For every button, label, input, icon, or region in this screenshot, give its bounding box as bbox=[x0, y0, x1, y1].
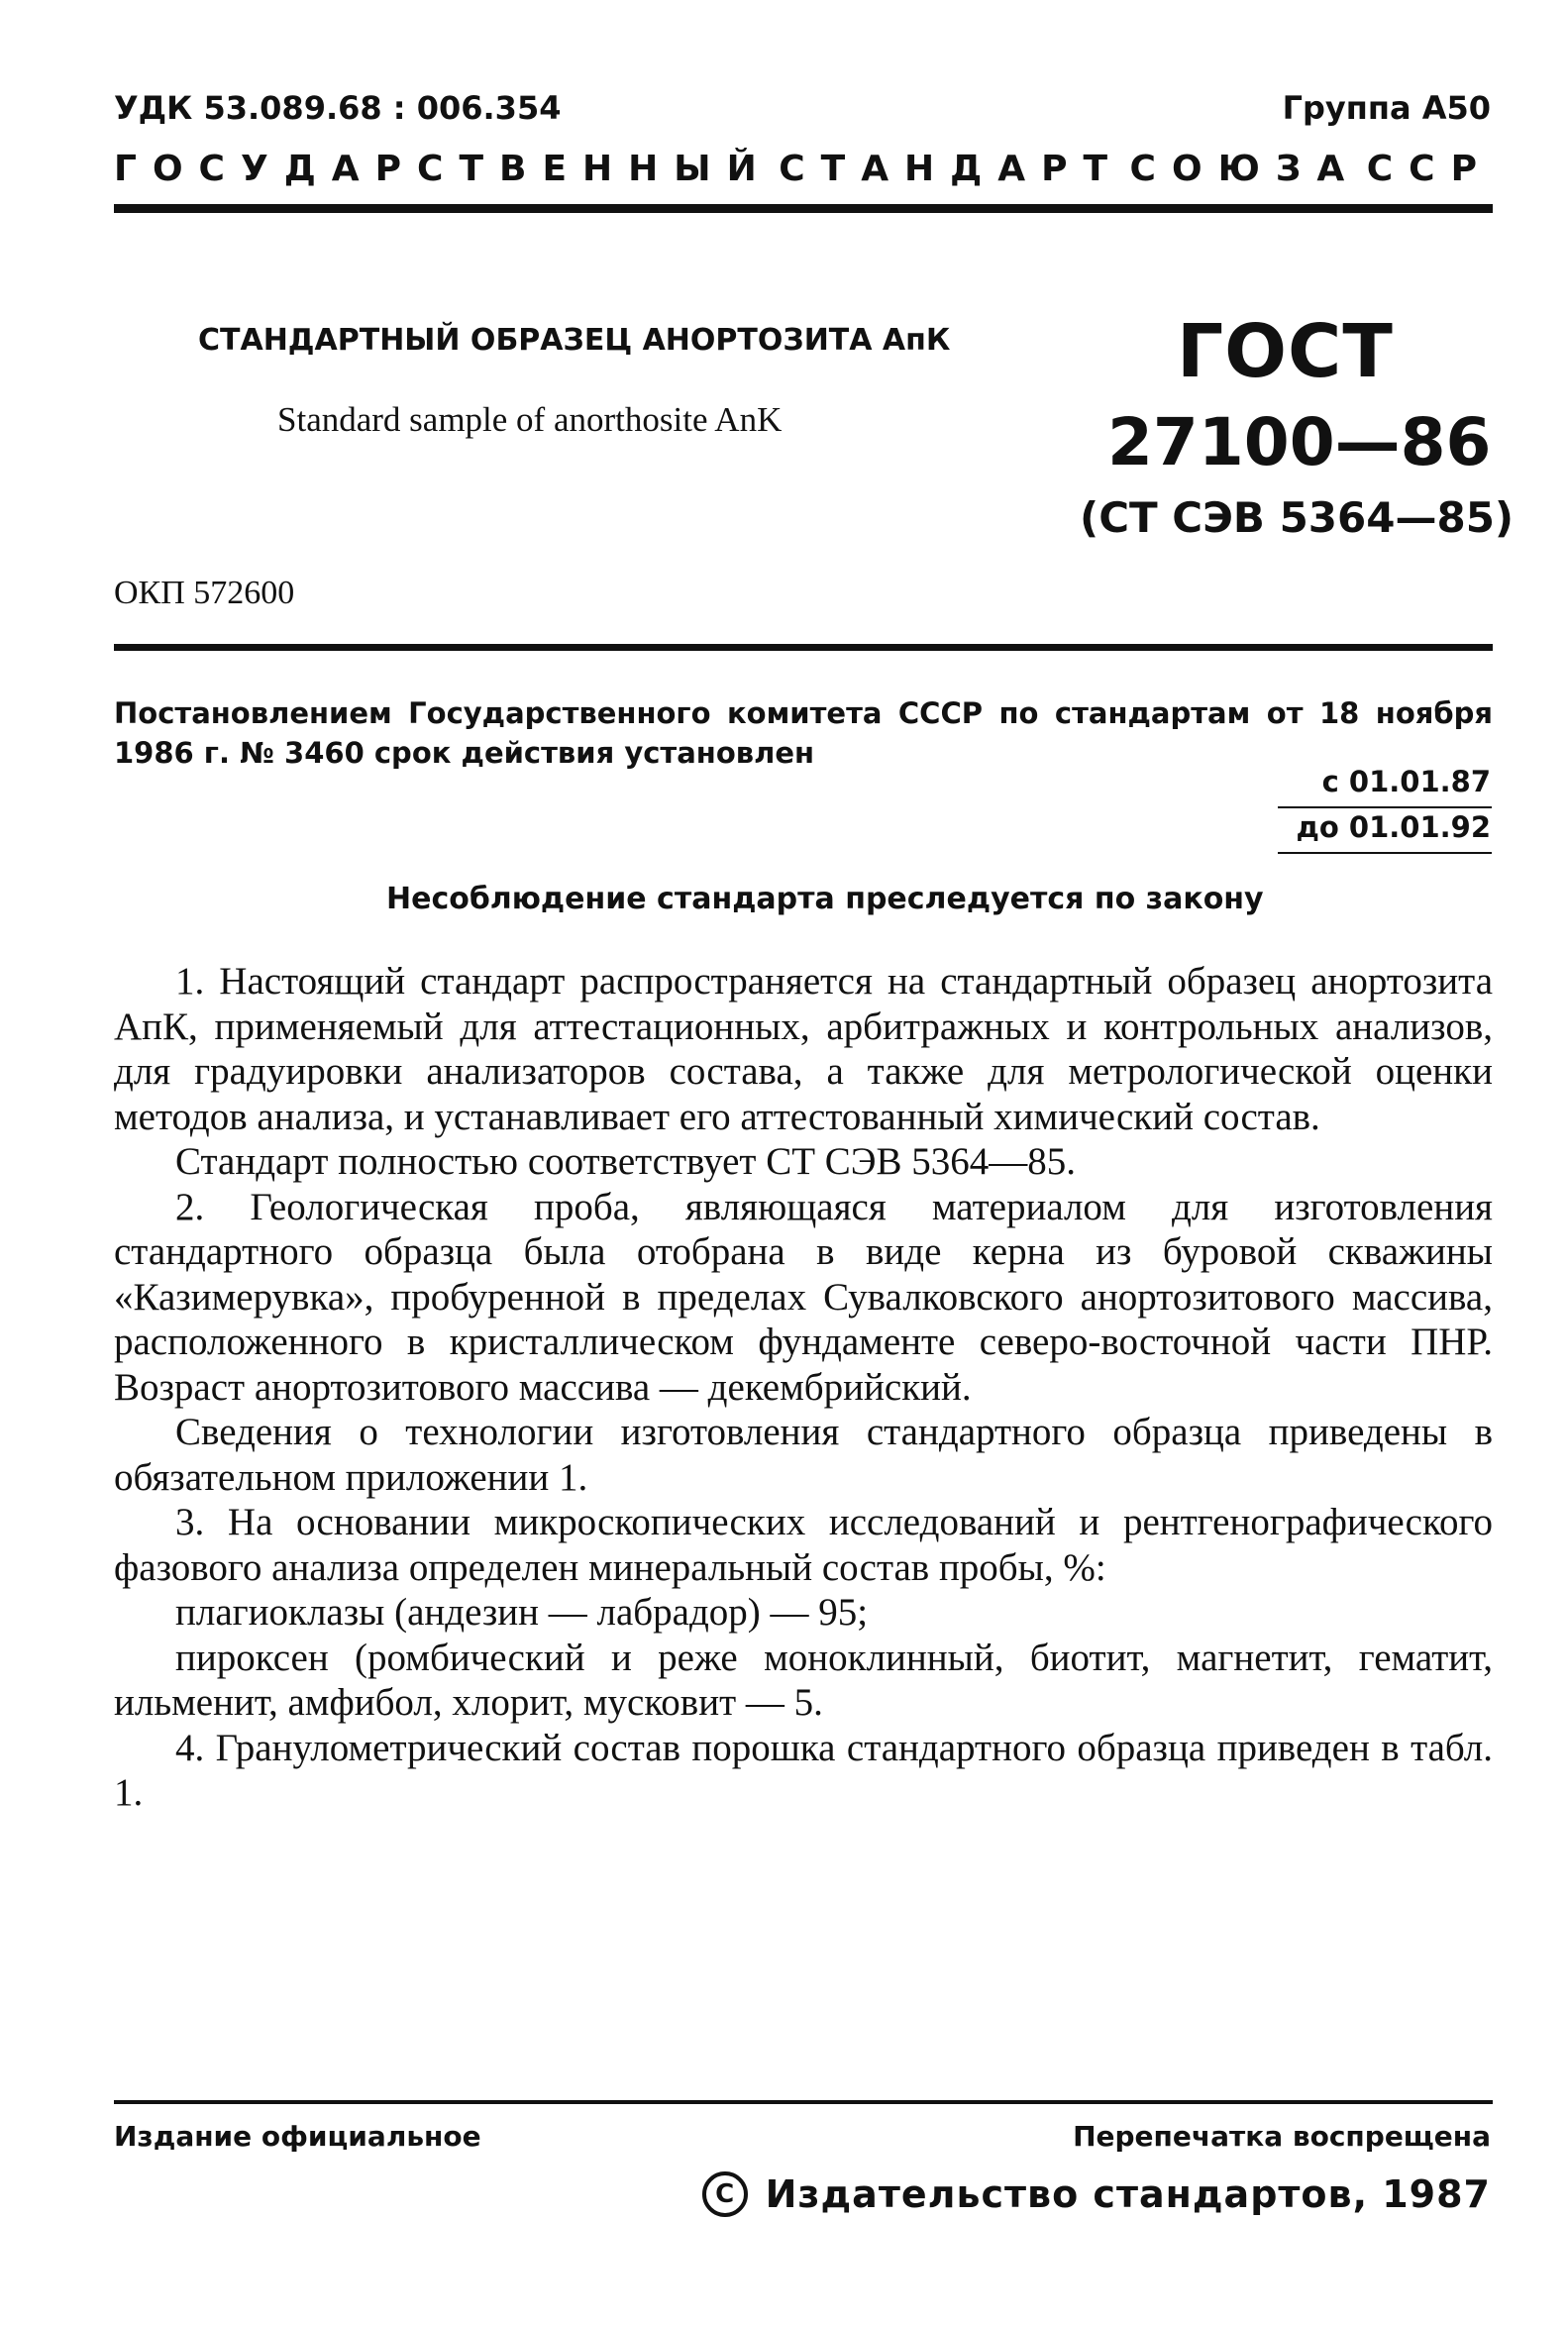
footer-rule bbox=[114, 2100, 1493, 2104]
paragraph: Стандарт полностью соответствует СТ СЭВ 5364—85. bbox=[175, 1140, 1077, 1183]
penalty-notice: Несоблюдение стандарта преследуется по закону bbox=[386, 882, 1264, 916]
banner-word: ГОСУДАРСТВЕННЫЙ bbox=[114, 149, 773, 189]
edition-label: Издание официальное bbox=[114, 2120, 481, 2153]
validity-rule bbox=[1278, 852, 1492, 854]
title-russian: СТАНДАРТНЫЙ ОБРАЗЕЦ АНОРТОЗИТА АпК bbox=[198, 323, 951, 358]
udk-code: УДК 53.089.68 : 006.354 bbox=[114, 89, 562, 127]
copyright-icon: C bbox=[702, 2171, 748, 2217]
gost-number: 27100—86 bbox=[1107, 404, 1492, 480]
okp-code: ОКП 572600 bbox=[114, 575, 295, 611]
paragraph: пироксен (ромбический и реже моноклинный, биотит, магнетит, гематит, ильменит, амфибол, хлорит, мусковит — 5. bbox=[114, 1636, 1493, 1724]
banner-word: СОЮЗА bbox=[1129, 149, 1361, 189]
paragraph: Сведения о технологии изготовления стандартного образца приведены в обязательном приложении 1. bbox=[114, 1411, 1493, 1499]
paragraph: 4. Гранулометрический состав порошка стандартного образца приведен в табл. 1. bbox=[114, 1726, 1493, 1814]
decree-text: Постановлением Государственного комитета СССР по стандартам от 18 ноября 1986 г. № 3460 срок действия установлен bbox=[114, 696, 1493, 770]
st-sev-reference: (СТ СЭВ 5364—85) bbox=[1080, 493, 1515, 542]
publisher-line bbox=[702, 2171, 1491, 2217]
valid-to: до 01.01.92 bbox=[1296, 810, 1491, 844]
reprint-notice: Перепечатка воспрещена bbox=[1073, 2120, 1491, 2153]
validity-rule bbox=[1278, 806, 1492, 808]
paragraph: плагиоклазы (андезин — лабрадор) — 95; bbox=[175, 1591, 869, 1634]
paragraph: 3. На основании микроскопических исследований и рентгенографического фазового анализа определен минеральный состав пробы, %: bbox=[114, 1501, 1493, 1589]
header-rule bbox=[114, 644, 1493, 651]
valid-from: с 01.01.87 bbox=[1321, 765, 1491, 798]
title-english: Standard sample of anorthosite AnK bbox=[277, 400, 783, 439]
banner-word: ССР bbox=[1366, 149, 1493, 189]
body-text bbox=[114, 959, 1493, 1816]
banner-word: СТАНДАРТ bbox=[779, 149, 1124, 189]
paragraph: 2. Геологическая проба, являющаяся материалом для изготовления стандартного образца была отобрана в виде керна из буровой скважины «Казимерувка», пробуренной в пределах Сувалковского анортозитового массива, расположенного в кристаллическом фундаменте северо-восточной части ПНР. Возраст анортозитового массива — декембрийский. bbox=[114, 1185, 1493, 1409]
publisher-name: Издательство стандартов, 1987 bbox=[765, 2172, 1491, 2216]
paragraph: 1. Настоящий стандарт распространяется на стандартный образец анортозита АпК, применяемый для аттестационных, арбитражных и контрольных анализов, для градуировки анализаторов состава, а также для метрологической оценки методов анализа, и устанавливает его аттестованный химический состав. bbox=[114, 960, 1493, 1138]
top-rule bbox=[114, 204, 1493, 213]
state-standard-banner bbox=[114, 149, 1493, 189]
group-code: Группа А50 bbox=[1282, 89, 1491, 127]
gost-label: ГОСТ bbox=[1177, 309, 1394, 394]
